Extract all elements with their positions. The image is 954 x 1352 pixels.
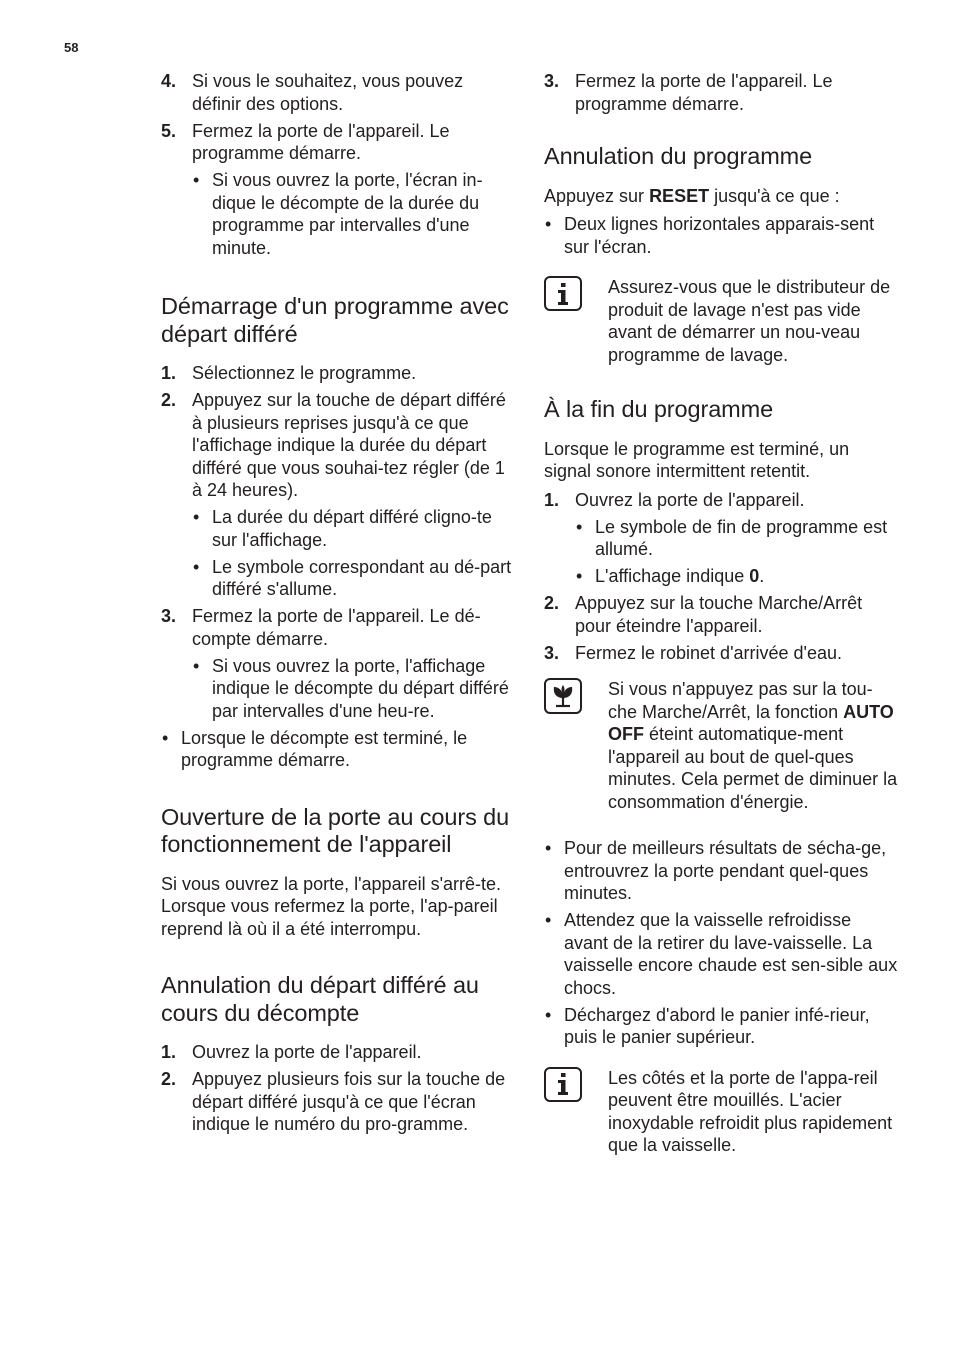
text-segment: éteint automatique-ment l'appareil au bout de quel-ques minutes. Cela permet de diminuer la consommation d'énergie. [608,724,898,812]
info-note [544,276,900,366]
item-text: Fermez la porte de l'appareil. Le programme démarre. [192,120,450,163]
bullet-dot: • [193,556,200,577]
item-text: Fermez le robinet d'arrivée d'eau. [575,642,843,663]
bullet-dot: • [193,170,200,190]
bullet-text: Attendez que la vaisselle refroidisse avant de la retirer du lave-vaisselle. La vaisselle encore chaude est sen-sible aux chocs. [564,910,898,998]
section-heading-delayed-start: Démarrage d'un programme avec départ différé [161,293,509,347]
bullet-item [544,1004,900,1049]
bullet-item [575,565,900,588]
paragraph: Si vous ouvrez la porte, l'appareil s'arrê-te. Lorsque vous refermez la porte, l'ap-pareil reprend là où il a été interrompu. [161,873,502,939]
sub-bullet-list [192,655,517,723]
bullet-item [544,837,900,905]
bullet-item [544,213,900,258]
item-number: 2. [544,593,560,613]
bullet-text: Lorsque le décompte est terminé, le programme démarre. [181,727,468,770]
item-text: Sélectionnez le programme. [192,363,417,383]
page-number: 58 [64,40,79,55]
item-number: 1. [161,363,177,383]
item-number: 1. [161,1042,177,1062]
list-item [161,389,517,502]
text-segment: . [759,566,765,586]
bullet-item [192,506,517,551]
list-item [544,70,900,115]
list-item [544,592,900,637]
bullet-dot: • [545,1004,552,1025]
note-text: Les côtés et la porte de l'appa-reil peuvent être mouillés. L'acier inoxydable refroidit plus rapidement que la vaisselle. [608,1067,893,1155]
item-text: Fermez la porte de l'appareil. Le programme démarre. [575,71,833,114]
bullet-dot: • [162,727,169,748]
item-number: 1. [544,489,560,510]
text-segment: Si vous n'appuyez pas sur la tou-che Marche/Arrêt, la fonction [608,679,873,722]
bullet-text: Déchargez d'abord le panier infé-rieur, puis le panier supérieur. [564,1004,870,1047]
bullet-item [544,909,900,999]
auto-off-keyword: AUTO OFF [608,701,894,744]
bullet-text [595,566,764,586]
text-segment: jusqu'à ce que : [709,185,840,206]
bullet-item [575,516,900,561]
list-item [544,489,900,512]
bullet-text: Si vous ouvrez la porte, l'affichage indique le décompte du départ différé par intervalles d'une heu-re. [212,655,509,721]
sub-bullet-list [575,516,900,588]
bullet-item [192,169,517,259]
section-heading-cancel-program: Annulation du programme [544,143,813,169]
item-text: Appuyez sur la touche Marche/Arrêt pour éteindre l'appareil. [575,593,863,636]
item-text: Appuyez plusieurs fois sur la touche de départ différé jusqu'à ce que l'écran indique le numéro du pro-gramme. [192,1069,506,1134]
section-heading-end-of-program: À la fin du programme [544,396,774,422]
info-icon [544,276,582,311]
sub-bullet-list [192,169,517,259]
bullet-dot: • [576,566,583,586]
eco-leaf-icon [544,678,582,714]
bullet-item [192,556,517,601]
note-text [608,679,897,812]
bullet-dot: • [193,655,200,676]
bullet-text: La durée du départ différé cligno-te sur l'affichage. [212,507,492,550]
right-column [544,70,900,1163]
bullet-text: Le symbole correspondant au dé-part différé s'allume. [212,556,512,599]
item-number: 2. [161,1069,177,1089]
list-item [161,120,517,165]
item-number: 2. [161,390,177,410]
paragraph: Lorsque le programme est terminé, un signal sonore intermittent retentit. [544,438,850,481]
reset-keyword: RESET [649,185,710,206]
list-item [161,1041,517,1064]
list-item [544,642,900,665]
list-item [161,70,517,115]
eco-note [544,678,900,813]
list-item [161,362,517,385]
item-number: 5. [161,120,177,141]
item-number: 3. [544,71,560,91]
bullet-item [161,727,517,772]
text-segment: Appuyez sur [544,185,650,206]
display-value: 0 [749,566,760,586]
sub-bullet-list [192,506,517,601]
item-text: Ouvrez la porte de l'appareil. [192,1042,422,1062]
info-icon [544,1067,582,1102]
item-number: 4. [161,71,177,91]
item-text: Appuyez sur la touche de départ différé à plusieurs reprises jusqu'à ce que l'affichage indique la durée du départ différé que vous souhai-tez régler (de 1 à 24 heures). [192,390,506,500]
paragraph [544,185,900,208]
bullet-text: Deux lignes horizontales apparais-sent sur l'écran. [564,214,875,257]
item-text: Fermez la porte de l'appareil. Le dé-compte démarre. [192,606,481,649]
bullet-dot: • [193,507,200,527]
section-heading-door-open: Ouverture de la porte au cours du fonctionnement de l'appareil [161,803,510,857]
item-number: 3. [544,642,560,663]
item-text: Si vous le souhaitez, vous pouvez définir des options. [192,71,464,114]
list-item [161,605,517,650]
bullet-text: Pour de meilleurs résultats de sécha-ge, entrouvrez la porte pendant quel-ques minutes. [564,838,887,903]
bullet-text: Le symbole de fin de programme est allumé. [595,516,888,559]
bullet-dot: • [576,516,583,537]
text-segment: L'affichage indique [595,566,750,586]
bullet-text: Si vous ouvrez la porte, l'écran in-dique le décompte de la durée du programme par intervalles d'une minute. [212,170,483,258]
bullet-dot: • [545,214,552,234]
section-heading-cancel-delay: Annulation du départ différé au cours du décompte [161,972,479,1026]
item-text: Ouvrez la porte de l'appareil. [575,489,805,510]
item-number: 3. [161,606,177,626]
note-text: Assurez-vous que le distributeur de produit de lavage n'est pas vide avant de démarrer un nou-veau programme de lavage. [608,277,891,365]
bullet-dot: • [545,910,552,930]
list-item [161,1068,517,1136]
bullet-dot: • [545,838,552,858]
bullet-item [192,655,517,723]
left-column [161,70,517,1140]
info-note [544,1067,900,1157]
